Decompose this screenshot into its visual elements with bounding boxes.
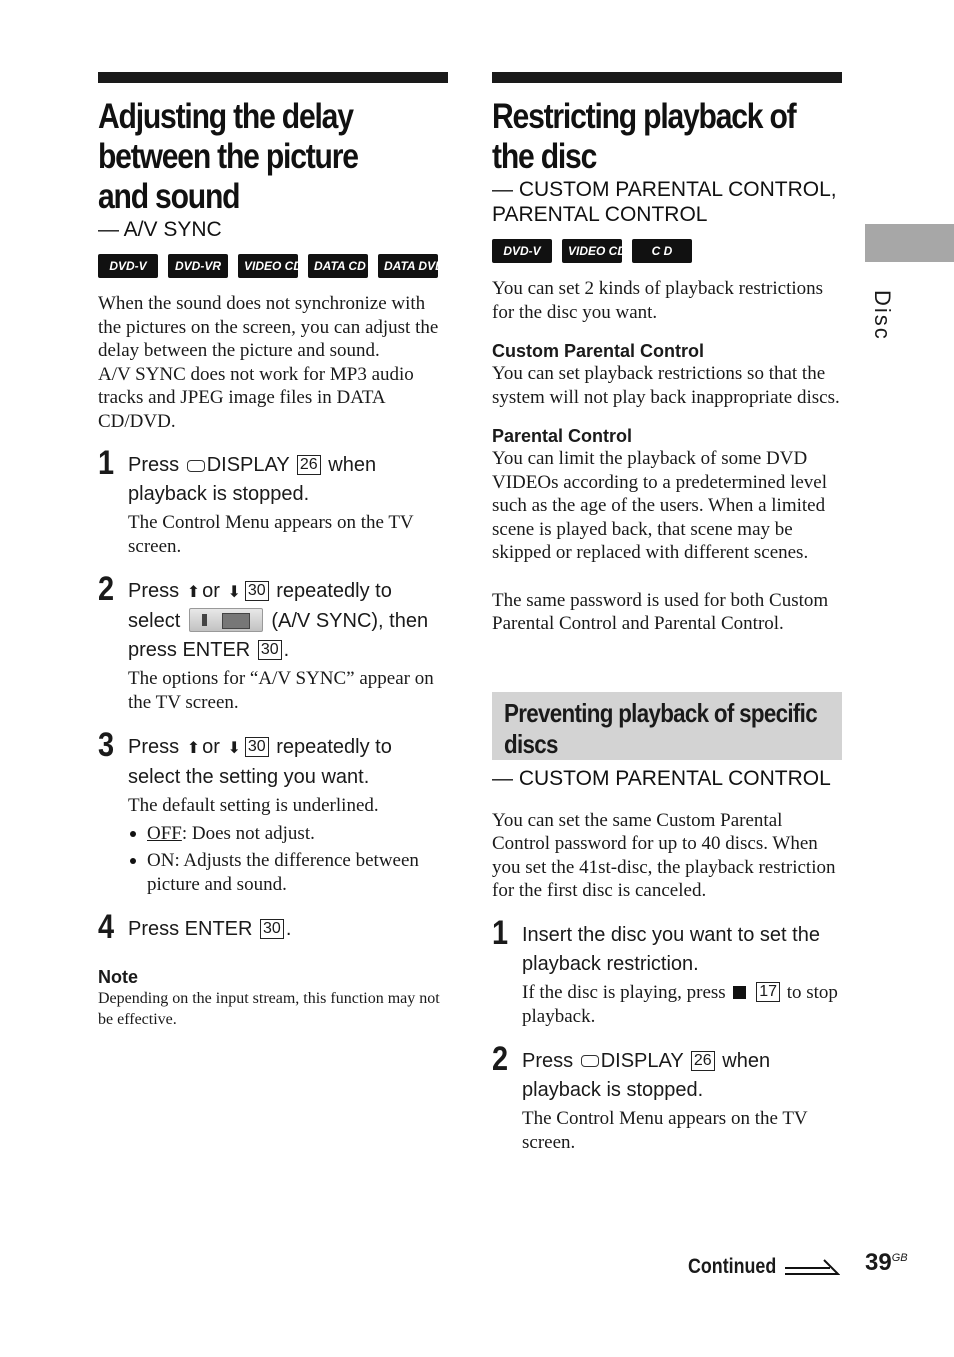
continued-arrow-icon	[784, 1254, 840, 1280]
display-button-icon	[187, 460, 205, 472]
section-title: Preventing playback of specific discs	[504, 697, 817, 759]
section-subtitle: — CUSTOM PARENTAL CONTROL, PARENTAL CONTROL	[492, 178, 837, 226]
intro-paragraph: You can set 2 kinds of playback restrictions for the disc you want.	[492, 278, 824, 323]
step-3	[98, 726, 448, 897]
intro-paragraph: When the sound does not synchronize with the pictures on the screen, you can adjust the delay between the picture and sound.	[98, 293, 439, 361]
section-intro: You can set the same Custom Parental Control password for up to 40 discs. When you set the 41st-disc, the playback restriction for the first disc is canceled.	[492, 809, 836, 901]
title-rule	[98, 72, 448, 83]
step-instruction: Press ⬆ or ⬇ 30 repeatedly to select the setting you want.	[128, 736, 392, 788]
step-2	[98, 570, 448, 715]
step-note: The default setting is underlined.	[128, 795, 379, 816]
disc-type-badges	[98, 254, 448, 278]
page-ref: 30	[245, 737, 269, 757]
step-number: 3	[98, 726, 115, 764]
badge-dvd-v: DVD-V	[492, 239, 552, 263]
step-instruction: Insert the disc you want to set the playback restriction.	[522, 923, 820, 975]
continued-indicator	[688, 1250, 840, 1284]
page-title: Restricting playback of the disc	[492, 97, 796, 176]
intro-paragraph-2: A/V SYNC does not work for MP3 audio tracks and JPEG image files in DATA CD/DVD.	[98, 363, 414, 432]
bullet-icon	[130, 831, 136, 837]
parental-text: You can limit the playback of some DVD VIDEOs according to a predetermined level such as the age of the users. When a limited scene is played back, that scene may be skipped or replaced with different scenes.	[492, 448, 828, 563]
step-number: 2	[492, 1039, 509, 1078]
step-1	[492, 913, 842, 1029]
step-2	[492, 1039, 842, 1155]
step-1	[98, 444, 448, 559]
list-item: ON: Adjusts the difference between picture and sound.	[128, 849, 448, 897]
page-ref: 26	[297, 455, 321, 475]
step-note: If the disc is playing, press 17 to stop playback.	[522, 981, 838, 1027]
left-column	[98, 72, 448, 1030]
right-column	[492, 72, 842, 1155]
step-note: The options for “A/V SYNC” appear on the TV screen.	[128, 668, 434, 713]
page-ref: 17	[756, 982, 780, 1002]
page-ref: 26	[691, 1051, 715, 1071]
step-note: The Control Menu appears on the TV screen.	[522, 1107, 808, 1153]
step-instruction: Press ⬆ or ⬇ 30 repeatedly to select (A/V SYNC), then press ENTER 30 .	[128, 580, 429, 661]
down-arrow-icon: ⬇	[227, 584, 241, 601]
step-number: 1	[492, 913, 509, 952]
list-item: OFF: Does not adjust.	[128, 822, 448, 846]
page-title: Adjusting the delay between the picture and sound	[98, 97, 358, 216]
badge-dvd-v: DVD-V	[98, 254, 158, 278]
page-ref: 30	[258, 640, 282, 660]
up-arrow-icon: ⬆	[186, 584, 201, 601]
option-list	[128, 822, 448, 897]
note-label: Note	[98, 967, 138, 987]
step-number: 1	[98, 444, 115, 482]
badge-dvd-vr: DVD-VR	[168, 254, 228, 278]
badge-video-cd: VIDEO CD	[238, 254, 298, 278]
step-4	[98, 908, 448, 946]
custom-parental-text: You can set playback restrictions so that the system will not play back inappropriate discs.	[492, 363, 840, 408]
password-text: The same password is used for both Custom Parental Control and Parental Control.	[492, 589, 829, 634]
badge-data-dvd: DATA DVD	[378, 254, 438, 278]
step-note: The Control Menu appears on the TV screen.	[128, 512, 414, 557]
chapter-tab	[865, 224, 954, 262]
page-ref: 30	[245, 581, 269, 601]
av-sync-menu-icon	[189, 608, 263, 632]
badge-video-cd: VIDEO CD	[562, 239, 622, 263]
step-instruction: Press DISPLAY 26 when playback is stopped.	[128, 454, 377, 505]
step-number: 2	[98, 570, 115, 608]
section-subtitle: — A/V SYNC	[98, 218, 222, 241]
custom-parental-label: Custom Parental Control	[492, 341, 705, 361]
section-subtitle: — CUSTOM PARENTAL CONTROL	[492, 766, 831, 790]
page-number: $39^{GB}$	[865, 1249, 908, 1276]
badge-cd: C D	[632, 239, 692, 263]
section-header	[492, 692, 842, 760]
continued-label: Continued	[688, 1255, 777, 1278]
display-button-icon	[581, 1055, 599, 1067]
down-arrow-icon: ⬇	[227, 740, 241, 757]
step-instruction: Press ENTER 30 .	[128, 918, 292, 940]
badge-data-cd: DATA CD	[308, 254, 368, 278]
step-instruction: Press DISPLAY 26 when playback is stopped.	[522, 1049, 771, 1101]
title-rule	[492, 72, 842, 83]
note-text: Depending on the input stream, this function may not be effective.	[98, 990, 440, 1028]
up-arrow-icon: ⬆	[186, 740, 201, 757]
bullet-icon	[130, 858, 136, 864]
stop-icon	[733, 986, 746, 999]
disc-type-badges	[492, 239, 842, 263]
parental-label: Parental Control	[492, 426, 633, 446]
step-number: 4	[98, 908, 115, 946]
chapter-label: Disc	[870, 290, 895, 341]
page-ref: 30	[260, 919, 284, 939]
